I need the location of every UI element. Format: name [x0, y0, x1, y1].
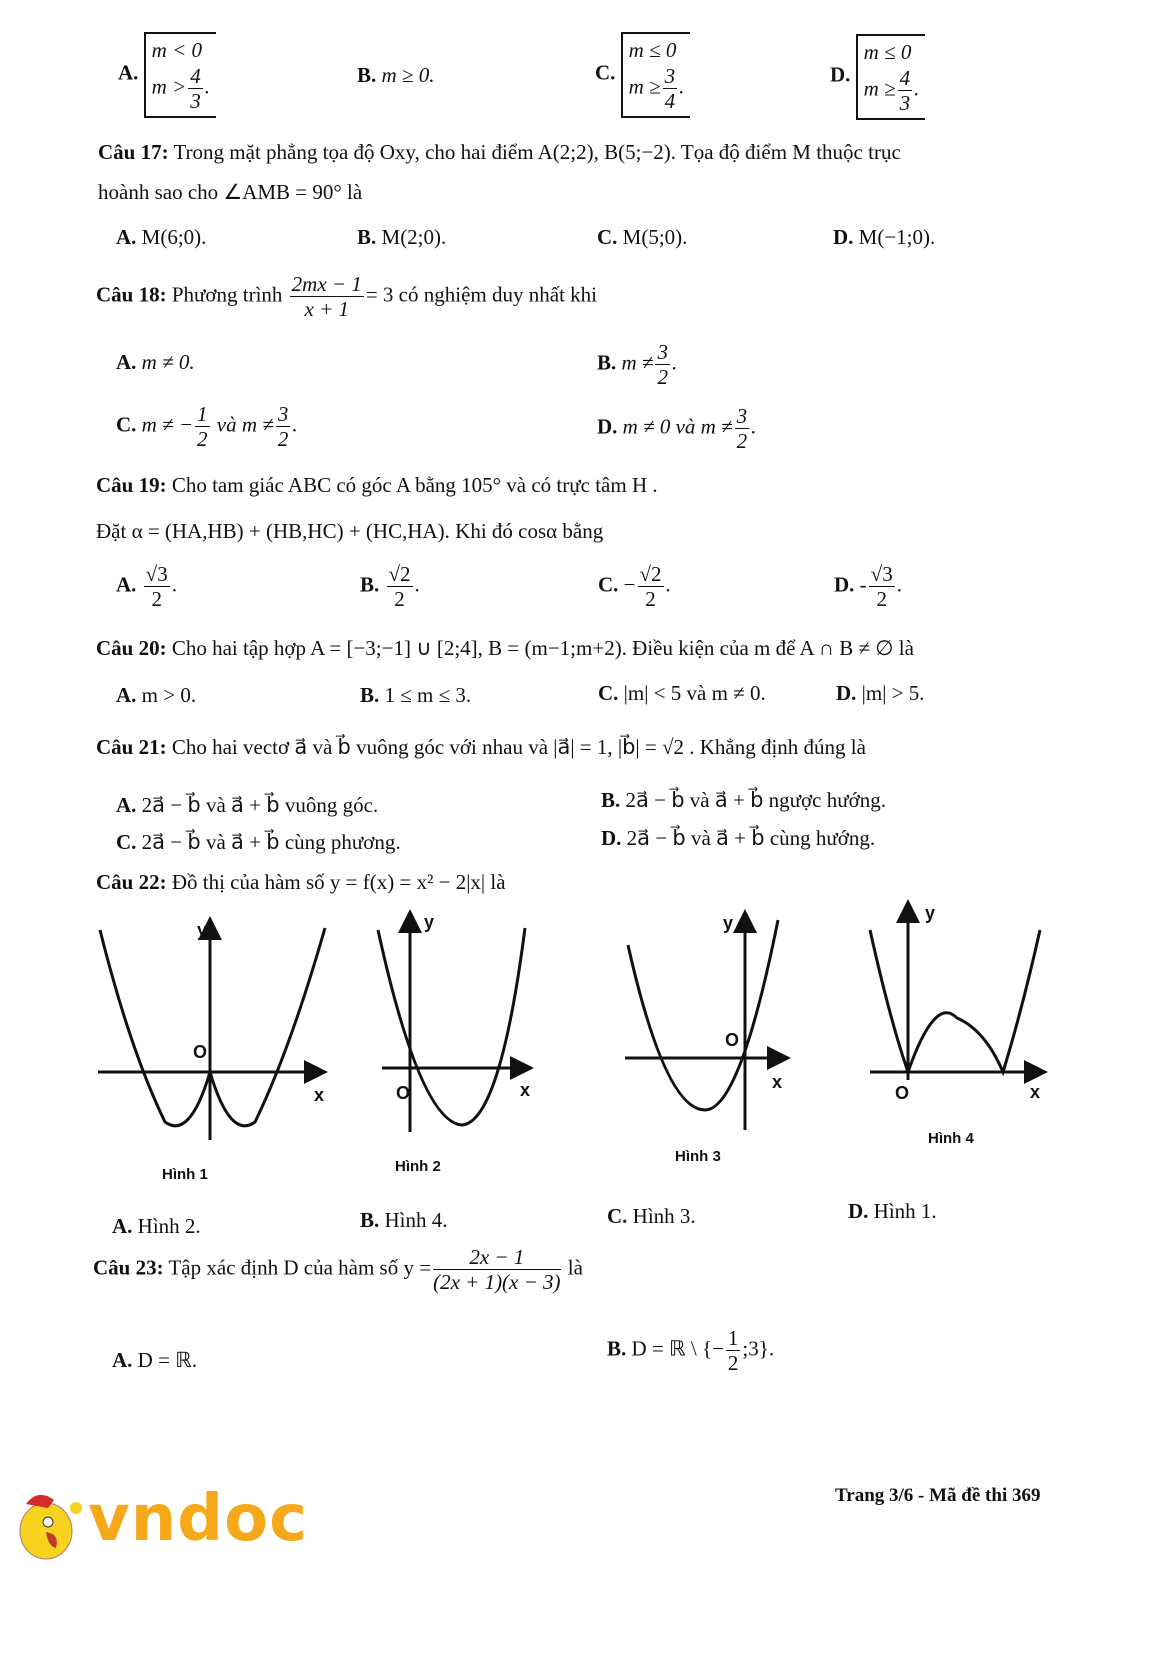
graph-caption: Hình 4	[928, 1130, 974, 1147]
option-text: m ≠ −	[141, 412, 194, 437]
option-text: 2a⃗ − b⃗ và a⃗ + b⃗ vuông góc.	[141, 793, 379, 817]
option-text: Hình 1.	[873, 1199, 937, 1223]
option-text: 2a⃗ − b⃗ và a⃗ + b⃗ cùng phương.	[141, 830, 401, 854]
denominator: x + 1	[304, 297, 349, 322]
option-label: C.	[116, 830, 137, 854]
x-axis-label: x	[772, 1072, 783, 1092]
question-label: Câu 19:	[96, 473, 167, 497]
option-label: A.	[116, 572, 137, 597]
q23-question	[93, 1245, 583, 1294]
numerator: 1	[727, 1326, 739, 1350]
numerator: √3	[870, 562, 893, 586]
suffix: .	[414, 572, 420, 597]
sign: −	[623, 572, 636, 597]
numerator: 3	[657, 340, 668, 364]
option-text: M(5;0).	[622, 225, 688, 249]
denominator: 2	[876, 587, 887, 612]
vndoc-logo	[88, 1482, 308, 1556]
system-line: m < 0	[151, 38, 203, 62]
suffix: .	[896, 572, 902, 597]
numerator: 3	[664, 64, 676, 89]
denominator: 2	[197, 427, 208, 452]
option-label: A.	[116, 793, 137, 817]
question-text: Phương trình	[171, 282, 283, 307]
numerator: 2mx − 1	[291, 272, 362, 296]
option-text: D = ℝ \ {−	[631, 1336, 724, 1361]
denominator: 2	[277, 427, 289, 452]
option-label: D.	[601, 826, 622, 850]
question-label: Câu 17:	[98, 140, 169, 164]
vndoc-mascot-icon	[8, 1486, 88, 1566]
numerator: √2	[639, 562, 662, 586]
option-text: m ≠	[621, 350, 654, 375]
question-text: là	[567, 1255, 583, 1280]
option-label: C.	[598, 572, 619, 597]
origin-label: O	[396, 1083, 411, 1103]
numerator: 3	[736, 404, 748, 428]
option-text: |m| < 5 và m ≠ 0.	[623, 681, 766, 705]
denominator: 3	[190, 89, 201, 114]
option-label: C.	[597, 225, 618, 249]
origin-label: O	[895, 1083, 910, 1103]
q23-option-a	[112, 1348, 197, 1373]
question-text-cont: hoành sao cho ∠AMB = 90° là	[98, 180, 363, 204]
option-label: C.	[598, 681, 619, 705]
option-text: Hình 2.	[137, 1214, 201, 1238]
system-line: m ≤ 0	[863, 40, 912, 64]
page-footer: Trang 3/6 - Mã đề thi 369	[835, 1485, 1041, 1506]
question-text: Đồ thị của hàm số y = f(x) = x² − 2|x| là	[171, 870, 506, 894]
x-axis-label: x	[520, 1080, 531, 1100]
suffix: .	[292, 412, 298, 437]
q22-option-b	[360, 1208, 448, 1233]
q22-option-d	[848, 1199, 937, 1224]
option-text: m > 0.	[141, 683, 197, 707]
x-axis-label: x	[1030, 1082, 1041, 1102]
option-label: A.	[112, 1214, 133, 1238]
suffix: .	[665, 572, 671, 597]
denominator: 2	[151, 587, 162, 612]
option-label: D.	[834, 572, 855, 597]
option-label: D.	[830, 62, 851, 87]
suffix: .	[914, 76, 920, 101]
option-label: C.	[607, 1204, 628, 1228]
option-text: 2a⃗ − b⃗ và a⃗ + b⃗ cùng hướng.	[626, 826, 876, 850]
option-label: B.	[360, 1208, 380, 1232]
option-label: D.	[833, 225, 854, 249]
denominator: 2	[394, 587, 405, 612]
denominator: (2x + 1)(x − 3)	[433, 1270, 561, 1295]
suffix: ;3}.	[742, 1336, 775, 1361]
system-line: m ≥	[863, 76, 896, 101]
option-text: Hình 3.	[632, 1204, 696, 1228]
suffix: .	[204, 74, 211, 99]
curve	[100, 928, 325, 1126]
denominator: 4	[664, 89, 676, 114]
option-label: B.	[357, 63, 377, 87]
option-text: và m ≠	[211, 412, 274, 437]
option-text: |m| > 5.	[861, 681, 925, 705]
y-axis-label: y	[424, 912, 435, 932]
suffix: .	[751, 414, 757, 439]
numerator: 4	[899, 66, 911, 91]
question-text: Cho hai tập hợp A = [−3;−1] ∪ [2;4], B = (m−1;m+2). Điều kiện của m để A ∩ B ≠ ∅ là	[171, 636, 914, 660]
graph-caption: Hình 1	[162, 1166, 208, 1183]
suffix: .	[671, 350, 678, 375]
option-label: C.	[595, 60, 616, 85]
system-line: m ≥	[628, 74, 661, 99]
graph-hinh-4	[870, 905, 1042, 1080]
curve	[870, 930, 1040, 1072]
option-text: M(6;0).	[141, 225, 207, 249]
denominator: 2	[657, 365, 668, 390]
y-axis-label: y	[925, 903, 936, 923]
graph-hinh-3	[625, 915, 785, 1130]
q22-option-c	[607, 1204, 696, 1229]
question-label: Câu 20:	[96, 636, 167, 660]
suffix: .	[679, 74, 685, 99]
option-text: m ≠ 0.	[141, 350, 195, 374]
option-text: M(−1;0).	[858, 225, 936, 249]
origin-label: O	[193, 1042, 208, 1062]
system-line: m >	[151, 74, 187, 99]
numerator: √3	[145, 562, 168, 586]
option-label: A.	[116, 683, 137, 707]
numerator: 1	[197, 402, 208, 426]
option-label: D.	[836, 681, 857, 705]
option-label: D.	[597, 414, 618, 439]
q22-option-a	[112, 1214, 201, 1239]
option-text: D = ℝ.	[137, 1348, 198, 1372]
question-text: Trong mặt phẳng tọa độ Oxy, cho hai điểm A(2;2), B(5;−2). Tọa độ điểm M thuộc trục	[173, 140, 901, 164]
option-text: m ≠ 0 và m ≠	[622, 414, 733, 439]
numerator: √2	[388, 562, 411, 586]
option-text: 2a⃗ − b⃗ và a⃗ + b⃗ ngược hướng.	[625, 788, 886, 812]
option-text: M(2;0).	[381, 225, 447, 249]
system-line: m ≤ 0	[628, 38, 677, 62]
question-text: Cho hai vectơ a⃗ và b⃗ vuông góc với nhau và |a⃗| = 1, |b⃗| = √2 . Khẳng định đúng là	[171, 735, 866, 759]
option-label: B.	[360, 683, 380, 707]
graph-hinh-1	[98, 922, 325, 1140]
numerator: 4	[190, 64, 201, 89]
fraction	[726, 1326, 741, 1375]
option-label: B.	[607, 1336, 627, 1361]
option-label: B.	[357, 225, 377, 249]
question-text: Tập xác định D của hàm số y =	[168, 1255, 432, 1280]
option-label: B.	[601, 788, 621, 812]
option-text: 1 ≤ m ≤ 3.	[384, 683, 472, 707]
option-label: C.	[116, 412, 137, 437]
question-text: = 3 có nghiệm duy nhất khi	[365, 282, 597, 307]
option-label: A.	[118, 60, 139, 85]
denominator: 2	[736, 429, 748, 454]
option-label: B.	[597, 350, 617, 375]
question-text-cont: Đặt α = (HA,HB) + (HB,HC) + (HC,HA). Khi đó cosα bằng	[96, 519, 604, 543]
graph-caption: Hình 3	[675, 1148, 721, 1165]
curve	[628, 920, 778, 1110]
question-text: Cho tam giác ABC có góc A bằng 105° và có trực tâm H .	[171, 473, 658, 497]
fraction	[433, 1245, 560, 1294]
origin-label: O	[725, 1030, 740, 1050]
option-label: B.	[360, 572, 380, 597]
y-axis-label: y	[197, 920, 208, 940]
graph-caption: Hình 2	[395, 1158, 441, 1175]
option-label: A.	[112, 1348, 133, 1372]
question-label: Câu 22:	[96, 870, 167, 894]
question-label: Câu 18:	[96, 282, 167, 307]
denominator: 2	[727, 1351, 739, 1376]
suffix: .	[171, 572, 177, 597]
question-label: Câu 21:	[96, 735, 167, 759]
question-label: Câu 23:	[93, 1255, 164, 1280]
x-axis-label: x	[314, 1085, 325, 1105]
numerator: 3	[277, 402, 289, 426]
option-text: Hình 4.	[384, 1208, 448, 1232]
denominator: 3	[899, 91, 911, 116]
y-axis-label: y	[723, 913, 734, 933]
option-text: m ≥ 0.	[381, 63, 435, 87]
option-label: A.	[116, 225, 137, 249]
logo-text: vndoc	[88, 1482, 308, 1556]
option-label: A.	[116, 350, 137, 374]
sign: -	[859, 572, 867, 597]
option-label: D.	[848, 1199, 869, 1223]
q23-option-b	[607, 1326, 774, 1375]
numerator: 2x − 1	[433, 1245, 560, 1270]
denominator: 2	[645, 587, 656, 612]
